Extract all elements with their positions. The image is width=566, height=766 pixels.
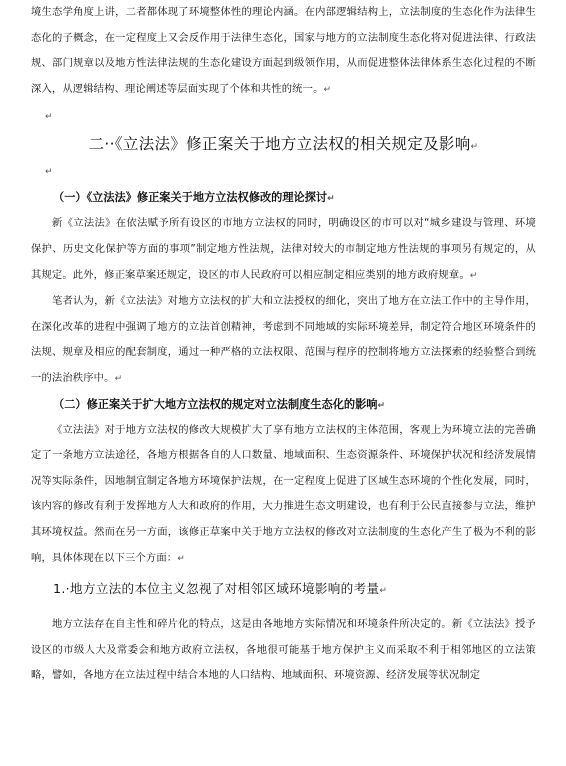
empty-line: [31, 103, 536, 131]
paragraph-mark-icon: ↵: [470, 142, 479, 153]
paragraph-text: 境生态学角度上讲，二者都体现了环境整体性的理论内涵。在内部逻辑结构上，立法制度的生态化作为法律生态化的子概念，在一定程度上又会反作用于法律生态化，国家与地方的立法制度生态化将对促进法律、行政法规、部门规章以及地方性法律法规的生态化建设方面起到级领作用，从而促进整体法律体系生态化过程的不断深入，从逻辑结构、理论阐述等层面实现了个体和共性的统一。: [31, 6, 536, 95]
section-heading-text: 二··《立法法》修正案关于地方立法权的相关规定及影响: [88, 135, 471, 154]
return-mark-icon: ↵: [45, 167, 53, 178]
paragraph-continued: [31, 0, 536, 103]
subsection-heading-2: [31, 393, 536, 418]
paragraph-1: [31, 211, 536, 289]
numbered-heading-1: [31, 578, 536, 602]
paragraph-mark-icon: ↵: [327, 194, 335, 205]
paragraph-mark-icon: ↵: [323, 84, 332, 95]
paragraph-mark-icon: ↵: [177, 553, 185, 564]
paragraph-text: 《立法法》对于地方立法权的修改大规模扩大了享有地方立法权的主体范围，客观上为环境立法的完善确定了一条地方立法途径，各地方根据各自的人口数量、地域面积、生态资源条件、环境保护状况和经济发展情况等实际条件，因地制宜制定各地方环境保护法规，在一定程度上促进了区域生态环境的个性化发展，同时，该内容的修改有利于发挥地方人大和政府的作用，大力推进生态文明建设，也有利于公民直接参与立法，维护其环境权益。然而在另一方面，该修正草案中关于地方立法权的修改对立法制度的生态化产生了极为不利的影响，具体体现在以下三个方面：: [31, 423, 536, 564]
paragraph-2: [31, 289, 536, 392]
paragraph-mark-icon: ↵: [114, 373, 123, 384]
section-heading: [31, 133, 536, 158]
subsection-heading-1: [31, 186, 536, 211]
return-mark-icon: ↵: [45, 112, 53, 123]
subsection-heading-text: （一）《立法法》修正案关于地方立法权修改的理论探讨: [53, 191, 328, 205]
paragraph-mark-icon: ↵: [379, 586, 388, 597]
paragraph-text: 新《立法法》在依法赋予所有设区的市地方立法权的同时，明确设区的市可以对“城乡建设与管理、环境保护、历史文化保护等方面的事项”制定地方性法规，法律对较大的市制定地方性法规的事项另有规定的，从其规定。此外，修正案草案还规定，设区的市人民政府可以相应制定相应类别的地方政府规章。: [31, 217, 536, 281]
subsection-heading-text: （二）修正案关于扩大地方立法权的规定对立法制度生态化的影响: [53, 397, 378, 411]
numbered-heading-text: 1.·地方立法的本位主义忽视了对相邻区域环境影响的考量: [53, 581, 380, 597]
paragraph-mark-icon: ↵: [377, 400, 385, 411]
paragraph-3: [31, 418, 536, 573]
paragraph-4: [31, 612, 536, 689]
paragraph-mark-icon: ↵: [469, 270, 478, 281]
paragraph-text: 地方立法存在自主性和碎片化的特点，这是由各地地方实际情况和环境条件所决定的。新《立法法》授予设区的市级人大及常委会和地方政府立法权，各地很可能基于地方保护主义而采取不利于相邻地区的立法策略，譬如，各地方在立法过程中结合本地的人口结构、地域面积、环境资源、经济发展等状况制定: [31, 618, 536, 682]
paragraph-text: 笔者认为，新《立法法》对地方立法权的扩大和立法授权的细化，突出了地方在立法工作中的主导作用，在深化改革的进程中强调了地方的立法首创精神，考虑到不同地域的实际环境差异，制定符合地区环境条件的法规、规章及相应的配套制度，通过一种严格的立法权限、范围与程序的控制将地方立法探索的经验整合到统一的法治秩序中。: [31, 295, 536, 384]
empty-line: [31, 158, 536, 186]
